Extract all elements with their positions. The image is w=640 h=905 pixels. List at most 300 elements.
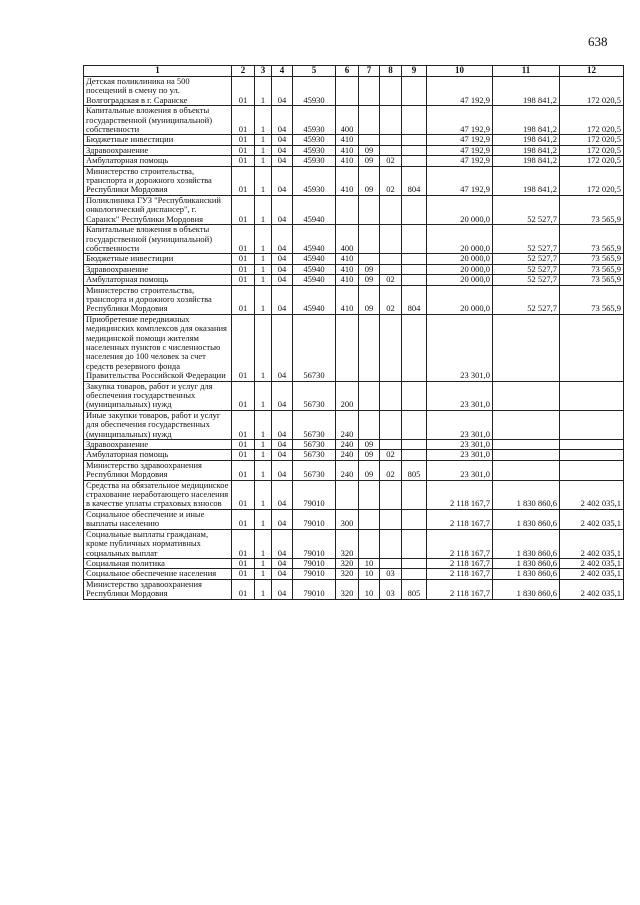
code-col8-cell <box>380 381 402 410</box>
code-col4-cell: 04 <box>272 77 293 106</box>
code-col5-cell: 56730 <box>293 314 336 381</box>
amount-col12-cell: 2 402 035,1 <box>560 558 624 568</box>
item-name-cell: Социальное обеспечение и иные выплаты населению <box>84 509 232 529</box>
amount-col10-cell: 20 000,0 <box>427 285 493 314</box>
code-col7-cell <box>359 314 380 381</box>
item-name-cell: Амбулаторная помощь <box>84 275 232 285</box>
amount-col11-cell: 1 830 860,6 <box>493 529 560 558</box>
code-col4-cell: 04 <box>272 275 293 285</box>
code-col6-cell: 320 <box>336 579 359 599</box>
table-row <box>84 480 624 509</box>
amount-col11-cell: 52 527,7 <box>493 264 560 274</box>
code-col3-cell: 1 <box>255 156 272 166</box>
amount-col10-cell: 20 000,0 <box>427 275 493 285</box>
table-row <box>84 166 624 195</box>
code-col3-cell: 1 <box>255 264 272 274</box>
code-col5-cell: 45930 <box>293 135 336 145</box>
item-name-cell: Средства на обязательное медицинское страхование неработающего населения в качестве уплаты страховых взносов <box>84 480 232 509</box>
code-col6-cell: 320 <box>336 529 359 558</box>
amount-col11-cell: 1 830 860,6 <box>493 480 560 509</box>
code-col3-cell: 1 <box>255 314 272 381</box>
code-col6-cell: 410 <box>336 156 359 166</box>
code-col7-cell: 10 <box>359 579 380 599</box>
code-col5-cell: 56730 <box>293 381 336 410</box>
column-header: 8 <box>380 66 402 77</box>
amount-col10-cell: 2 118 167,7 <box>427 509 493 529</box>
amount-col10-cell: 47 192,9 <box>427 106 493 135</box>
amount-col12-cell: 73 565,9 <box>560 195 624 224</box>
code-col6-cell: 320 <box>336 569 359 579</box>
code-col5-cell: 45940 <box>293 285 336 314</box>
code-col8-cell: 02 <box>380 275 402 285</box>
amount-col10-cell: 47 192,9 <box>427 156 493 166</box>
item-name-cell: Иные закупки товаров, работ и услуг для обеспечения государственных (муниципальных) нужд <box>84 410 232 439</box>
code-col4-cell: 04 <box>272 410 293 439</box>
code-col4-cell: 04 <box>272 156 293 166</box>
code-col7-cell: 09 <box>359 440 380 450</box>
code-col3-cell: 1 <box>255 450 272 460</box>
code-col6-cell: 240 <box>336 440 359 450</box>
budget-table <box>83 65 624 600</box>
code-col6-cell: 410 <box>336 145 359 155</box>
code-col7-cell <box>359 509 380 529</box>
code-col4-cell: 04 <box>272 450 293 460</box>
column-header: 2 <box>232 66 255 77</box>
code-col9-cell: 805 <box>402 460 427 480</box>
code-col6-cell: 410 <box>336 135 359 145</box>
code-col6-cell: 240 <box>336 460 359 480</box>
amount-col10-cell: 2 118 167,7 <box>427 529 493 558</box>
amount-col11-cell: 198 841,2 <box>493 166 560 195</box>
table-row <box>84 410 624 439</box>
amount-col11-cell: 198 841,2 <box>493 145 560 155</box>
code-col7-cell <box>359 529 380 558</box>
amount-col12-cell: 2 402 035,1 <box>560 529 624 558</box>
code-col7-cell: 10 <box>359 558 380 568</box>
code-col7-cell: 09 <box>359 166 380 195</box>
code-col4-cell: 04 <box>272 145 293 155</box>
code-col8-cell <box>380 264 402 274</box>
amount-col12-cell: 2 402 035,1 <box>560 509 624 529</box>
code-col2-cell: 01 <box>232 264 255 274</box>
amount-col10-cell: 23 301,0 <box>427 381 493 410</box>
code-col8-cell <box>380 558 402 568</box>
code-col6-cell: 410 <box>336 264 359 274</box>
code-col9-cell <box>402 145 427 155</box>
code-col2-cell: 01 <box>232 381 255 410</box>
amount-col11-cell: 52 527,7 <box>493 285 560 314</box>
code-col8-cell <box>380 254 402 264</box>
code-col6-cell: 410 <box>336 166 359 195</box>
amount-col11-cell <box>493 314 560 381</box>
code-col4-cell: 04 <box>272 579 293 599</box>
table-row <box>84 529 624 558</box>
amount-col11-cell <box>493 450 560 460</box>
code-col7-cell: 09 <box>359 156 380 166</box>
code-col2-cell: 01 <box>232 77 255 106</box>
code-col8-cell <box>380 480 402 509</box>
code-col5-cell: 56730 <box>293 460 336 480</box>
table-row <box>84 77 624 106</box>
code-col9-cell <box>402 254 427 264</box>
amount-col11-cell: 52 527,7 <box>493 254 560 264</box>
code-col5-cell: 45930 <box>293 156 336 166</box>
code-col8-cell <box>380 509 402 529</box>
code-col8-cell <box>380 195 402 224</box>
amount-col10-cell: 23 301,0 <box>427 460 493 480</box>
code-col4-cell: 04 <box>272 558 293 568</box>
table-row <box>84 450 624 460</box>
amount-col12-cell <box>560 460 624 480</box>
item-name-cell: Министерство строительства, транспорта и дорожного хозяйства Республики Мордовия <box>84 285 232 314</box>
code-col7-cell <box>359 135 380 145</box>
table-row <box>84 579 624 599</box>
code-col3-cell: 1 <box>255 440 272 450</box>
code-col7-cell <box>359 410 380 439</box>
code-col8-cell: 02 <box>380 156 402 166</box>
code-col6-cell: 410 <box>336 285 359 314</box>
code-col3-cell: 1 <box>255 480 272 509</box>
code-col5-cell: 79010 <box>293 558 336 568</box>
code-col2-cell: 01 <box>232 509 255 529</box>
column-header: 9 <box>402 66 427 77</box>
amount-col10-cell: 23 301,0 <box>427 314 493 381</box>
table-row <box>84 225 624 254</box>
code-col7-cell <box>359 480 380 509</box>
code-col3-cell: 1 <box>255 225 272 254</box>
item-name-cell: Социальная политика <box>84 558 232 568</box>
code-col5-cell: 56730 <box>293 440 336 450</box>
item-name-cell: Министерство здравоохранения Республики Мордовия <box>84 579 232 599</box>
code-col9-cell <box>402 480 427 509</box>
amount-col11-cell <box>493 381 560 410</box>
code-col5-cell: 45940 <box>293 225 336 254</box>
code-col9-cell: 805 <box>402 579 427 599</box>
code-col8-cell: 02 <box>380 450 402 460</box>
item-name-cell: Поликлиника ГУЗ "Республиканский онкологический диспансер", г. Саранск" Республики Мордовия <box>84 195 232 224</box>
column-header: 5 <box>293 66 336 77</box>
table-row <box>84 440 624 450</box>
table-row <box>84 106 624 135</box>
amount-col12-cell <box>560 410 624 439</box>
table-row <box>84 460 624 480</box>
code-col5-cell: 79010 <box>293 569 336 579</box>
amount-col11-cell: 1 830 860,6 <box>493 558 560 568</box>
code-col8-cell <box>380 410 402 439</box>
code-col7-cell: 10 <box>359 569 380 579</box>
amount-col10-cell: 47 192,9 <box>427 135 493 145</box>
item-name-cell: Министерство строительства, транспорта и дорожного хозяйства Республики Мордовия <box>84 166 232 195</box>
column-header: 7 <box>359 66 380 77</box>
table-row <box>84 264 624 274</box>
code-col6-cell: 410 <box>336 275 359 285</box>
code-col4-cell: 04 <box>272 254 293 264</box>
code-col2-cell: 01 <box>232 440 255 450</box>
code-col2-cell: 01 <box>232 529 255 558</box>
amount-col11-cell: 198 841,2 <box>493 135 560 145</box>
item-name-cell: Здравоохранение <box>84 264 232 274</box>
amount-col10-cell: 20 000,0 <box>427 225 493 254</box>
amount-col10-cell: 23 301,0 <box>427 450 493 460</box>
code-col9-cell <box>402 106 427 135</box>
code-col3-cell: 1 <box>255 529 272 558</box>
code-col2-cell: 01 <box>232 106 255 135</box>
table-row <box>84 275 624 285</box>
code-col4-cell: 04 <box>272 285 293 314</box>
amount-col10-cell: 47 192,9 <box>427 166 493 195</box>
amount-col10-cell: 2 118 167,7 <box>427 579 493 599</box>
code-col5-cell: 45930 <box>293 77 336 106</box>
item-name-cell: Капитальные вложения в объекты государственной (муниципальной) собственности <box>84 225 232 254</box>
table-row <box>84 135 624 145</box>
code-col9-cell <box>402 558 427 568</box>
code-col7-cell <box>359 381 380 410</box>
table-row <box>84 145 624 155</box>
item-name-cell: Социальные выплаты гражданам, кроме публичных нормативных социальных выплат <box>84 529 232 558</box>
code-col2-cell: 01 <box>232 314 255 381</box>
item-name-cell: Бюджетные инвестиции <box>84 254 232 264</box>
code-col3-cell: 1 <box>255 460 272 480</box>
code-col3-cell: 1 <box>255 558 272 568</box>
code-col6-cell: 400 <box>336 106 359 135</box>
item-name-cell: Амбулаторная помощь <box>84 450 232 460</box>
code-col5-cell: 56730 <box>293 410 336 439</box>
amount-col12-cell: 172 020,5 <box>560 106 624 135</box>
amount-col12-cell <box>560 314 624 381</box>
code-col9-cell <box>402 410 427 439</box>
amount-col12-cell <box>560 450 624 460</box>
code-col5-cell: 45940 <box>293 254 336 264</box>
code-col7-cell: 09 <box>359 145 380 155</box>
code-col4-cell: 04 <box>272 509 293 529</box>
code-col3-cell: 1 <box>255 569 272 579</box>
code-col6-cell: 400 <box>336 225 359 254</box>
code-col5-cell: 79010 <box>293 509 336 529</box>
amount-col12-cell: 172 020,5 <box>560 166 624 195</box>
page-number: 638 <box>588 34 608 49</box>
code-col2-cell: 01 <box>232 166 255 195</box>
item-name-cell: Министерство здравоохранения Республики Мордовия <box>84 460 232 480</box>
code-col3-cell: 1 <box>255 410 272 439</box>
code-col6-cell <box>336 314 359 381</box>
amount-col11-cell: 52 527,7 <box>493 275 560 285</box>
code-col8-cell: 03 <box>380 579 402 599</box>
code-col9-cell <box>402 264 427 274</box>
code-col5-cell: 45940 <box>293 195 336 224</box>
code-col7-cell <box>359 77 380 106</box>
column-header: 10 <box>427 66 493 77</box>
amount-col12-cell: 2 402 035,1 <box>560 569 624 579</box>
code-col9-cell <box>402 77 427 106</box>
item-name-cell: Здравоохранение <box>84 145 232 155</box>
code-col4-cell: 04 <box>272 225 293 254</box>
code-col8-cell: 02 <box>380 166 402 195</box>
table-row <box>84 195 624 224</box>
code-col6-cell <box>336 77 359 106</box>
code-col2-cell: 01 <box>232 450 255 460</box>
table-row <box>84 509 624 529</box>
code-col4-cell: 04 <box>272 440 293 450</box>
code-col4-cell: 04 <box>272 460 293 480</box>
item-name-cell: Капитальные вложения в объекты государственной (муниципальной) собственности <box>84 106 232 135</box>
amount-col12-cell: 172 020,5 <box>560 145 624 155</box>
amount-col11-cell <box>493 410 560 439</box>
code-col4-cell: 04 <box>272 195 293 224</box>
code-col2-cell: 01 <box>232 460 255 480</box>
code-col5-cell: 79010 <box>293 529 336 558</box>
item-name-cell: Закупка товаров, работ и услуг для обеспечения государственных (муниципальных) нужд <box>84 381 232 410</box>
amount-col10-cell: 47 192,9 <box>427 77 493 106</box>
amount-col11-cell: 198 841,2 <box>493 106 560 135</box>
code-col9-cell: 804 <box>402 166 427 195</box>
amount-col10-cell: 20 000,0 <box>427 254 493 264</box>
code-col3-cell: 1 <box>255 381 272 410</box>
amount-col12-cell <box>560 381 624 410</box>
column-header: 4 <box>272 66 293 77</box>
code-col8-cell: 03 <box>380 569 402 579</box>
code-col4-cell: 04 <box>272 529 293 558</box>
code-col6-cell: 200 <box>336 381 359 410</box>
code-col9-cell <box>402 529 427 558</box>
code-col8-cell: 02 <box>380 460 402 480</box>
code-col2-cell: 01 <box>232 135 255 145</box>
code-col9-cell <box>402 195 427 224</box>
amount-col12-cell: 73 565,9 <box>560 264 624 274</box>
code-col7-cell: 09 <box>359 460 380 480</box>
item-name-cell: Здравоохранение <box>84 440 232 450</box>
amount-col12-cell: 73 565,9 <box>560 275 624 285</box>
code-col5-cell: 45930 <box>293 166 336 195</box>
amount-col10-cell: 20 000,0 <box>427 195 493 224</box>
code-col2-cell: 01 <box>232 225 255 254</box>
header-row <box>84 66 624 77</box>
code-col5-cell: 56730 <box>293 450 336 460</box>
code-col8-cell <box>380 440 402 450</box>
table-row <box>84 569 624 579</box>
amount-col11-cell: 1 830 860,6 <box>493 569 560 579</box>
column-header: 1 <box>84 66 232 77</box>
code-col3-cell: 1 <box>255 166 272 195</box>
amount-col10-cell: 2 118 167,7 <box>427 558 493 568</box>
code-col3-cell: 1 <box>255 254 272 264</box>
code-col7-cell: 09 <box>359 450 380 460</box>
amount-col10-cell: 23 301,0 <box>427 410 493 439</box>
item-name-cell: Бюджетные инвестиции <box>84 135 232 145</box>
code-col2-cell: 01 <box>232 579 255 599</box>
column-header: 12 <box>560 66 624 77</box>
amount-col12-cell: 73 565,9 <box>560 225 624 254</box>
code-col8-cell <box>380 145 402 155</box>
amount-col10-cell: 2 118 167,7 <box>427 480 493 509</box>
amount-col10-cell: 2 118 167,7 <box>427 569 493 579</box>
code-col8-cell: 02 <box>380 285 402 314</box>
column-header: 11 <box>493 66 560 77</box>
code-col9-cell <box>402 569 427 579</box>
amount-col12-cell: 172 020,5 <box>560 156 624 166</box>
table-row <box>84 314 624 381</box>
code-col7-cell: 09 <box>359 264 380 274</box>
amount-col11-cell: 1 830 860,6 <box>493 509 560 529</box>
code-col5-cell: 45940 <box>293 275 336 285</box>
amount-col11-cell: 1 830 860,6 <box>493 579 560 599</box>
code-col4-cell: 04 <box>272 106 293 135</box>
code-col3-cell: 1 <box>255 285 272 314</box>
code-col9-cell <box>402 381 427 410</box>
code-col8-cell <box>380 135 402 145</box>
amount-col10-cell: 20 000,0 <box>427 264 493 274</box>
code-col9-cell <box>402 225 427 254</box>
amount-col10-cell: 47 192,9 <box>427 145 493 155</box>
code-col3-cell: 1 <box>255 145 272 155</box>
code-col8-cell <box>380 106 402 135</box>
table-row <box>84 381 624 410</box>
code-col9-cell <box>402 450 427 460</box>
code-col4-cell: 04 <box>272 314 293 381</box>
code-col6-cell: 240 <box>336 450 359 460</box>
code-col7-cell: 09 <box>359 275 380 285</box>
table-row <box>84 254 624 264</box>
code-col7-cell <box>359 195 380 224</box>
item-name-cell: Амбулаторная помощь <box>84 156 232 166</box>
code-col2-cell: 01 <box>232 156 255 166</box>
code-col5-cell: 45940 <box>293 264 336 274</box>
amount-col12-cell: 2 402 035,1 <box>560 579 624 599</box>
amount-col11-cell <box>493 440 560 450</box>
code-col9-cell: 804 <box>402 285 427 314</box>
amount-col12-cell: 172 020,5 <box>560 135 624 145</box>
code-col3-cell: 1 <box>255 195 272 224</box>
code-col6-cell: 410 <box>336 254 359 264</box>
code-col7-cell <box>359 106 380 135</box>
code-col4-cell: 04 <box>272 381 293 410</box>
code-col6-cell: 240 <box>336 410 359 439</box>
code-col9-cell <box>402 275 427 285</box>
item-name-cell: Социальное обеспечение населения <box>84 569 232 579</box>
code-col4-cell: 04 <box>272 166 293 195</box>
amount-col11-cell: 52 527,7 <box>493 195 560 224</box>
code-col4-cell: 04 <box>272 135 293 145</box>
amount-col11-cell <box>493 460 560 480</box>
code-col3-cell: 1 <box>255 509 272 529</box>
amount-col12-cell: 73 565,9 <box>560 285 624 314</box>
code-col3-cell: 1 <box>255 135 272 145</box>
column-header: 3 <box>255 66 272 77</box>
code-col5-cell: 45930 <box>293 106 336 135</box>
code-col9-cell <box>402 156 427 166</box>
code-col2-cell: 01 <box>232 145 255 155</box>
code-col9-cell <box>402 135 427 145</box>
code-col3-cell: 1 <box>255 579 272 599</box>
table-row <box>84 285 624 314</box>
code-col7-cell <box>359 225 380 254</box>
code-col7-cell <box>359 254 380 264</box>
code-col2-cell: 01 <box>232 558 255 568</box>
item-name-cell: Приобретение передвижных медицинских комплексов для оказания медицинской помощи жителям населенных пунктов с численностью населения до 100 человек за счет средств резервного фонда Правительства Российской Федерации <box>84 314 232 381</box>
code-col9-cell <box>402 509 427 529</box>
amount-col11-cell: 198 841,2 <box>493 77 560 106</box>
code-col2-cell: 01 <box>232 480 255 509</box>
table-row <box>84 156 624 166</box>
code-col4-cell: 04 <box>272 264 293 274</box>
column-header: 6 <box>336 66 359 77</box>
amount-col12-cell: 73 565,9 <box>560 254 624 264</box>
amount-col12-cell <box>560 440 624 450</box>
code-col7-cell: 09 <box>359 285 380 314</box>
code-col2-cell: 01 <box>232 410 255 439</box>
amount-col12-cell: 2 402 035,1 <box>560 480 624 509</box>
code-col2-cell: 01 <box>232 195 255 224</box>
code-col6-cell: 300 <box>336 509 359 529</box>
